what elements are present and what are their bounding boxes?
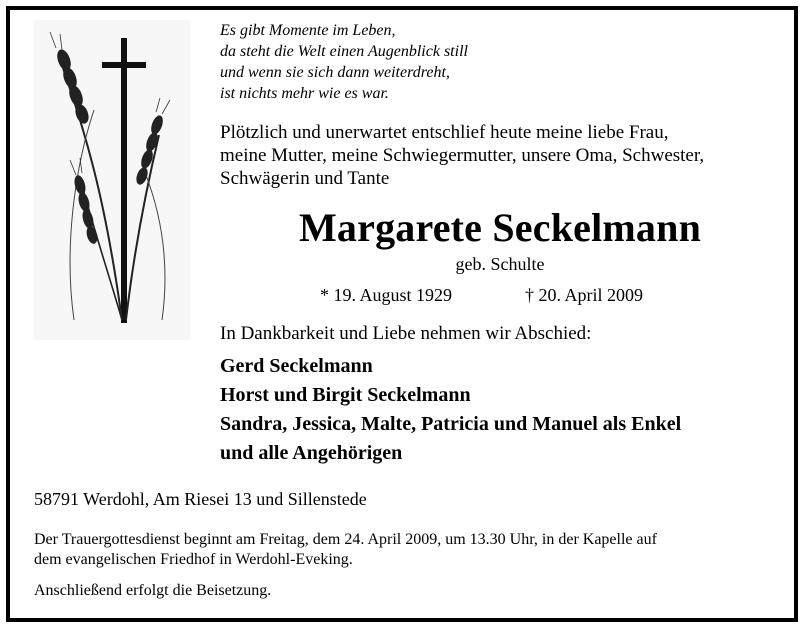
intro-line: Plötzlich und unerwartet entschlief heute meine liebe Frau, xyxy=(220,122,669,143)
deceased-name: Margarete Seckelmann xyxy=(298,205,702,250)
maiden-name: geb. Schulte xyxy=(455,254,545,274)
service-line: Der Trauergottesdienst beginnt am Freitag, dem 24. April 2009, um 13.30 Uhr, in der Kapelle auf xyxy=(34,531,657,548)
poem-line: Es gibt Momente im Leben, xyxy=(220,22,396,39)
mourner: Sandra, Jessica, Malte, Patricia und Manuel als Enkel xyxy=(220,413,682,435)
poem-line: ist nichts mehr wie es war. xyxy=(220,85,389,102)
intro-line: Schwägerin und Tante xyxy=(220,168,390,189)
mourners-list xyxy=(220,352,681,468)
intro-line: meine Mutter, meine Schwiegermutter, unsere Oma, Schwester, xyxy=(220,145,705,166)
service-line: dem evangelischen Friedhof in Werdohl-Eveking. xyxy=(34,551,353,568)
death-date: † 20. April 2009 xyxy=(525,285,644,305)
poem-line: da steht die Welt einen Augenblick still xyxy=(220,43,468,60)
poem xyxy=(220,20,468,104)
intro-text xyxy=(220,121,780,190)
service-info xyxy=(34,530,657,570)
cross-with-wheat-icon xyxy=(34,20,190,340)
farewell-line: In Dankbarkeit und Liebe nehmen wir Abschied: xyxy=(220,323,592,344)
mourner: Horst und Birgit Seckelmann xyxy=(220,384,471,406)
mourner: Gerd Seckelmann xyxy=(220,355,373,377)
birth-date: * 19. August 1929 xyxy=(320,285,453,305)
mourner: und alle Angehörigen xyxy=(220,442,403,464)
poem-line: und wenn sie sich dann weiterdreht, xyxy=(220,64,450,81)
burial-info: Anschließend erfolgt die Beisetzung. xyxy=(34,582,272,599)
address: 58791 Werdohl, Am Riesei 13 und Sillenstede xyxy=(34,489,367,509)
